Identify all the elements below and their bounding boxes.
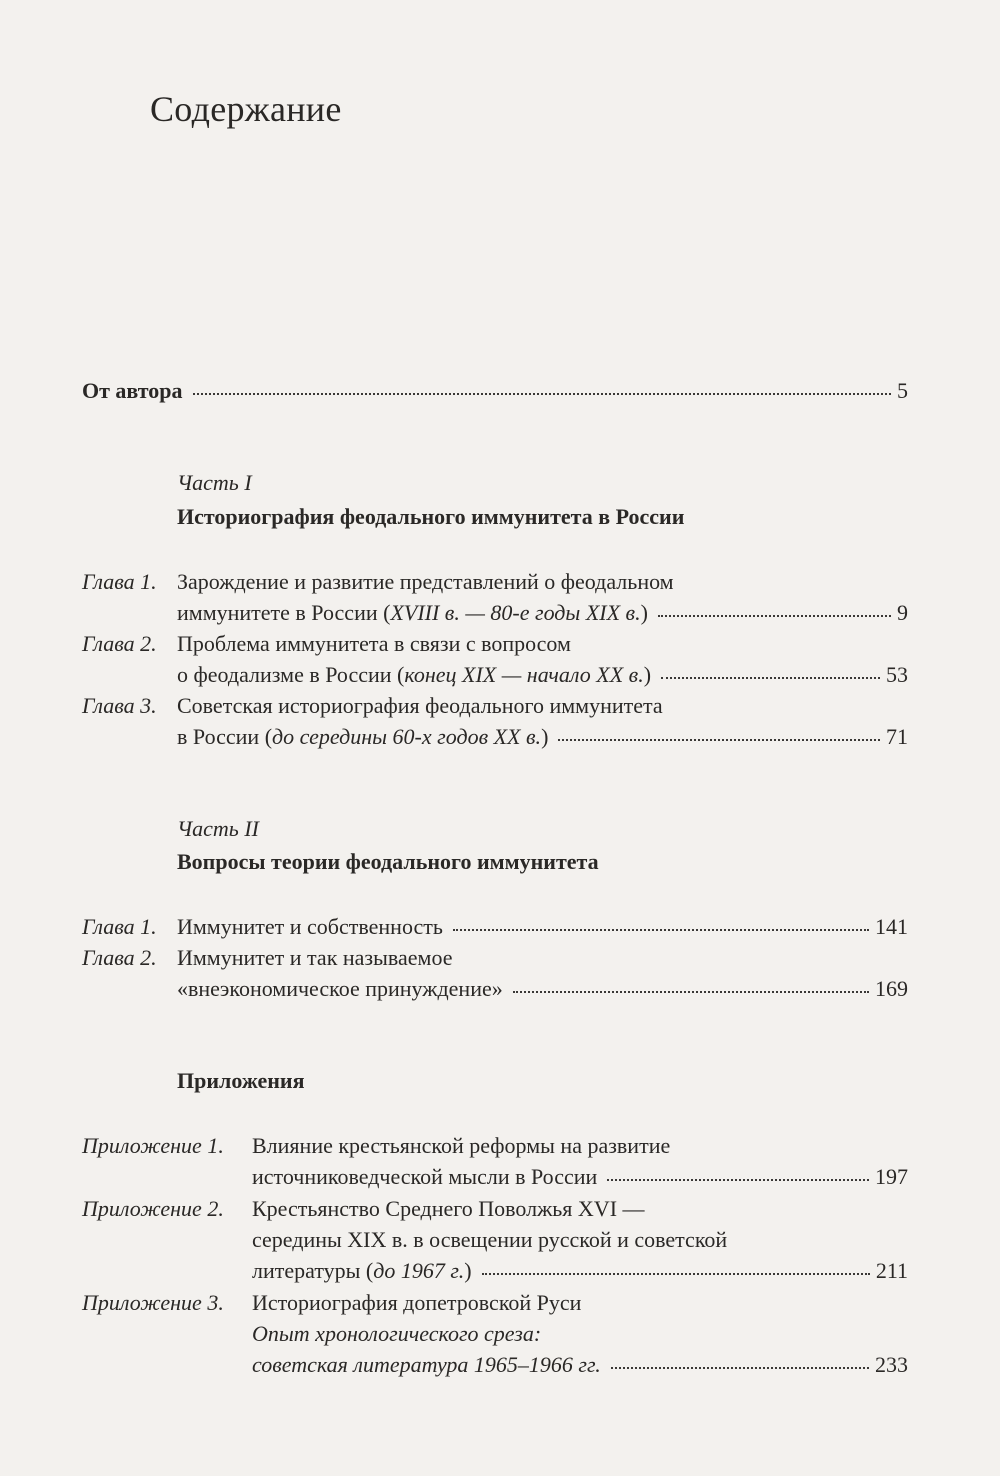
leader-dots (193, 392, 891, 395)
chapter-label: Глава 2. (82, 631, 157, 656)
part-label: Часть II (177, 816, 259, 841)
page-number: 53 (886, 662, 908, 687)
leader-dots (513, 990, 869, 993)
page-number: 211 (875, 1258, 908, 1283)
entry-subtitle-cont: советская литература 1965–1966 гг. (252, 1352, 601, 1377)
page-title: Содержание (150, 89, 342, 129)
leader-dots (607, 1178, 869, 1181)
entry-title: Зарождение и развитие представлений о феодальном (177, 569, 674, 594)
toc-entry-chapter[interactable] (82, 628, 908, 690)
entry-title: Проблема иммунитета в связи с вопросом (177, 631, 571, 656)
entry-title-cont: о феодализме в России (конец XIX — начало XX в.) (177, 662, 652, 687)
entry-title-cont: литературы (до 1967 г.) (252, 1258, 472, 1283)
page-number: 169 (875, 976, 908, 1001)
leader-dots (558, 738, 880, 741)
appendix-label: Приложение 3. (82, 1290, 224, 1315)
part-title: Вопросы теории феодального иммунитета (177, 849, 599, 874)
leader-dots (611, 1366, 869, 1369)
chapter-label: Глава 3. (82, 693, 157, 718)
toc-entry-appendix[interactable] (82, 1287, 908, 1380)
toc-entry-chapter[interactable] (82, 942, 908, 1004)
entry-title: Влияние крестьянской реформы на развитие (252, 1133, 671, 1158)
entry-title-cont: в России (до середины 60-х годов XX в.) (177, 724, 549, 749)
part-title: Историография феодального иммунитета в России (177, 504, 685, 529)
toc-entry-chapter[interactable] (82, 690, 908, 752)
page-number: 141 (875, 914, 908, 939)
appendix-label: Приложение 1. (82, 1133, 224, 1158)
page-number: 71 (886, 724, 908, 749)
entry-title: Советская историография феодального иммунитета (177, 693, 663, 718)
toc-entry-chapter[interactable] (82, 566, 908, 628)
page-number: 233 (875, 1352, 908, 1377)
leader-dots (482, 1272, 870, 1275)
page-number: 5 (897, 378, 908, 403)
entry-title-cont: «внеэкономическое принуждение» (177, 976, 503, 1001)
entry-title-cont: середины XIX в. в освещении русской и советской (252, 1227, 728, 1252)
page-number: 9 (897, 600, 908, 625)
chapter-label: Глава 1. (82, 569, 157, 594)
leader-dots (661, 676, 880, 679)
appendix-label: Приложение 2. (82, 1196, 224, 1221)
entry-subtitle: Опыт хронологического среза: (252, 1321, 542, 1346)
appendices-title: Приложения (177, 1068, 305, 1093)
entry-title: Историография допетровской Руси (252, 1290, 582, 1315)
leader-dots (453, 928, 869, 931)
entry-title: От автора (82, 378, 183, 403)
leader-dots (658, 614, 891, 617)
toc-entry-chapter[interactable] (82, 911, 908, 942)
part-label: Часть I (177, 470, 252, 495)
entry-title-cont: иммунитете в России (XVIII в. — 80-е годы XIX в.) (177, 600, 648, 625)
page-number: 197 (875, 1164, 908, 1189)
entry-title: Крестьянство Среднего Поволжья XVI — (252, 1196, 645, 1221)
entry-title: Иммунитет и так называемое (177, 945, 453, 970)
toc-entry-appendix[interactable] (82, 1193, 908, 1286)
entry-title-cont: источниковедческой мысли в России (252, 1164, 598, 1189)
toc-entry-appendix[interactable] (82, 1130, 908, 1192)
chapter-label: Глава 1. (82, 914, 157, 939)
toc-entry-preface[interactable] (82, 375, 908, 406)
chapter-label: Глава 2. (82, 945, 157, 970)
entry-title: Иммунитет и собственность (177, 914, 443, 939)
